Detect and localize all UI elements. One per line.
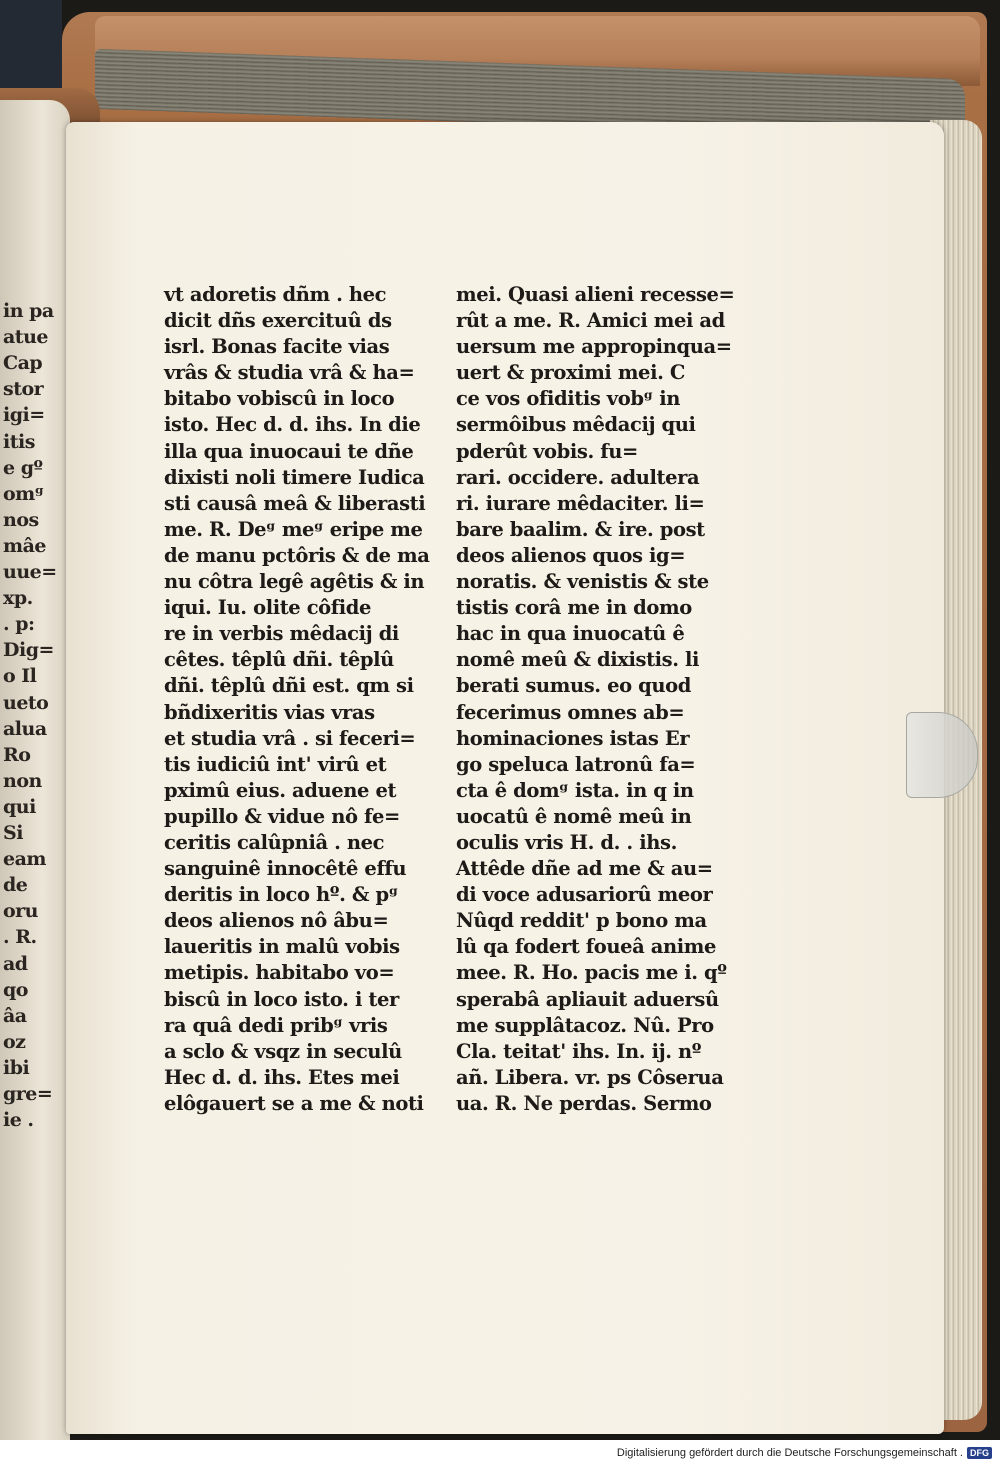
text-line: elôgauert se a me & noti (164, 1091, 424, 1115)
text-line: dixisti noli timere Iudica (164, 465, 425, 489)
text-line: isto. Hec d. d. ihs. In die (164, 413, 421, 437)
text-line: de manu pctôris & de ma (164, 543, 430, 567)
left-page-fragment: oz (3, 1030, 26, 1053)
left-page-fragment: omᵍ (3, 482, 44, 505)
left-page-fragment: in pa (3, 300, 54, 322)
text-line: ra quâ dedi pribᵍ vris (164, 1013, 388, 1037)
left-page-fragment: ie . (3, 1109, 34, 1132)
text-line: tistis corâ me in domo (456, 596, 692, 620)
left-page-edge (0, 100, 70, 1440)
text-line: laueritis in malû vobis (164, 935, 400, 959)
left-page-fragment: igi= (3, 404, 45, 427)
text-line: dñi. têplû dñi est. qm si (164, 674, 414, 698)
credit-text: Digitalisierung gefördert durch die Deutsche Forschungsgemeinschaft . (616, 1447, 963, 1459)
left-page-fragment: non (3, 769, 42, 792)
text-line: vt adoretis dñm . hec (164, 283, 387, 306)
text-line: oculis vris H. d. . ihs. (456, 830, 677, 854)
text-line: deritis in loco hº. & pᵍ (164, 883, 399, 907)
left-page-fragment: gre= (3, 1083, 53, 1105)
text-line: isrl. Bonas facite vias (164, 335, 390, 359)
text-line: fecerimus omnes ab= (456, 700, 685, 724)
text-line: me. R. Deᵍ meᵍ eripe me (164, 517, 423, 541)
text-column-right (456, 282, 735, 1117)
text-line: mee. R. Ho. pacis me i. qº (456, 961, 727, 985)
left-page-fragment: ad (3, 952, 28, 975)
text-line: pupillo & vidue nô fe= (164, 804, 400, 828)
left-page-fragment: itis (3, 430, 35, 453)
left-page-fragment: Dig= (3, 639, 54, 662)
text-line: et studia vrâ . si feceri= (164, 726, 416, 750)
text-line: Hec d. d. ihs. Etes mei (164, 1065, 400, 1089)
text-line: lû qa fodert foueâ anime (456, 935, 717, 959)
text-line: Nûqd reddit' p bono ma (456, 909, 707, 933)
text-line: Attêde dñe ad me & au= (456, 857, 713, 881)
text-line: bitabo vobiscû in loco (164, 387, 395, 411)
text-line: vrâs & studia vrâ & ha= (164, 361, 415, 385)
text-line: pderût vobis. fu= (456, 439, 638, 463)
left-page-fragment: o Il (3, 665, 37, 688)
text-line: me supplâtacoz. Nû. Pro (456, 1013, 714, 1037)
text-line: ceritis calûpniâ . nec (164, 830, 385, 854)
text-line: Cla. teitat' ihs. In. ij. nº (456, 1039, 702, 1063)
text-line: ce vos ofiditis vobᵍ in (456, 387, 681, 411)
text-line: go speluca latronû fa= (456, 752, 696, 776)
text-line: sperabâ apliauit aduersû (456, 987, 719, 1011)
text-line: hac in qua inuocatû ê (456, 622, 685, 646)
left-page-fragment: ibi (3, 1056, 30, 1079)
dfg-logo: DFG (967, 1447, 992, 1459)
text-line: nomê meû & dixistis. li (456, 648, 700, 672)
text-line: rari. occidere. adultera (456, 465, 700, 489)
left-page-fragment: ueto (3, 691, 49, 714)
text-line: uocatû ê nomê meû in (456, 804, 692, 828)
recto-page (66, 122, 944, 1434)
text-line: añ. Libera. vr. ps Côserua (456, 1065, 724, 1089)
text-line: sermôibus mêdacij qui (456, 413, 696, 437)
text-line: deos alienos nô âbu= (164, 909, 389, 933)
text-line: bare baalim. & ire. post (456, 517, 705, 541)
text-line: rût a me. R. Amici mei ad (456, 309, 725, 333)
left-page-fragment: âa (3, 1004, 27, 1027)
text-line: nu côtra legê agêtis & in (164, 570, 425, 594)
text-line: pximû eius. aduene et (164, 778, 397, 802)
text-line: dicit dñs exercituû ds (164, 309, 392, 333)
text-line: uert & proximi mei. C (456, 361, 685, 385)
left-page-fragment: eam (3, 848, 47, 871)
text-line: cta ê domᵍ ista. in q in (456, 778, 694, 802)
text-line: mei. Quasi alieni recesse= (456, 283, 735, 306)
page-clip (906, 712, 978, 798)
footer-credit (617, 1444, 992, 1462)
left-page-fragment: Ro (3, 743, 31, 766)
left-page-fragment: qo (3, 978, 28, 1001)
text-line: noratis. & venistis & ste (456, 570, 709, 594)
text-line: di voce adusariorû meor (456, 883, 713, 907)
text-line: deos alienos quos ig= (456, 543, 686, 567)
text-line: metipis. habitabo vo= (164, 961, 395, 985)
text-line: sti causâ meâ & liberasti (164, 491, 426, 515)
text-line: hominaciones istas Er (456, 726, 690, 750)
left-page-fragment: qui (3, 795, 36, 818)
left-page-fragment: oru (3, 900, 38, 923)
text-line: uersum me appropinqua= (456, 335, 732, 359)
text-column-left (164, 282, 430, 1117)
text-line: bñdixeritis vias vras (164, 700, 375, 724)
text-line: berati sumus. eo quod (456, 674, 691, 698)
left-page-fragment: Cap (3, 352, 43, 375)
left-page-fragment: e gº (3, 456, 43, 479)
text-line: biscû in loco isto. i ter (164, 987, 399, 1011)
left-page-fragment: atue (3, 326, 48, 349)
left-page-fragment: xp. (3, 587, 33, 610)
left-page-fragment: stor (3, 378, 44, 401)
text-line: cêtes. têplû dñi. têplû (164, 648, 394, 672)
text-line: ua. R. Ne perdas. Sermo (456, 1091, 712, 1115)
left-page-fragment: nos (3, 508, 39, 531)
left-page-fragment: de (3, 874, 28, 897)
text-line: a sclo & vsqz in seculû (164, 1039, 402, 1063)
left-page-fragment: . R. (3, 926, 37, 949)
text-line: tis iudiciû int' virû et (164, 752, 387, 776)
left-page-fragment: Si (3, 822, 23, 844)
text-line: sanguinê innocêtê effu (164, 857, 407, 881)
text-line: iqui. Iu. olite côfide (164, 596, 372, 620)
left-page-fragment: alua (3, 717, 47, 740)
text-line: ri. iurare mêdaciter. li= (456, 491, 705, 515)
text-line: illa qua inuocaui te dñe (164, 439, 414, 463)
text-line: re in verbis mêdacij di (164, 622, 399, 646)
left-page-fragment: uue= (3, 561, 57, 583)
scanner-clamp (0, 0, 62, 90)
left-page-fragment: . p: (3, 613, 35, 636)
left-page-fragment: mâe (3, 534, 47, 557)
